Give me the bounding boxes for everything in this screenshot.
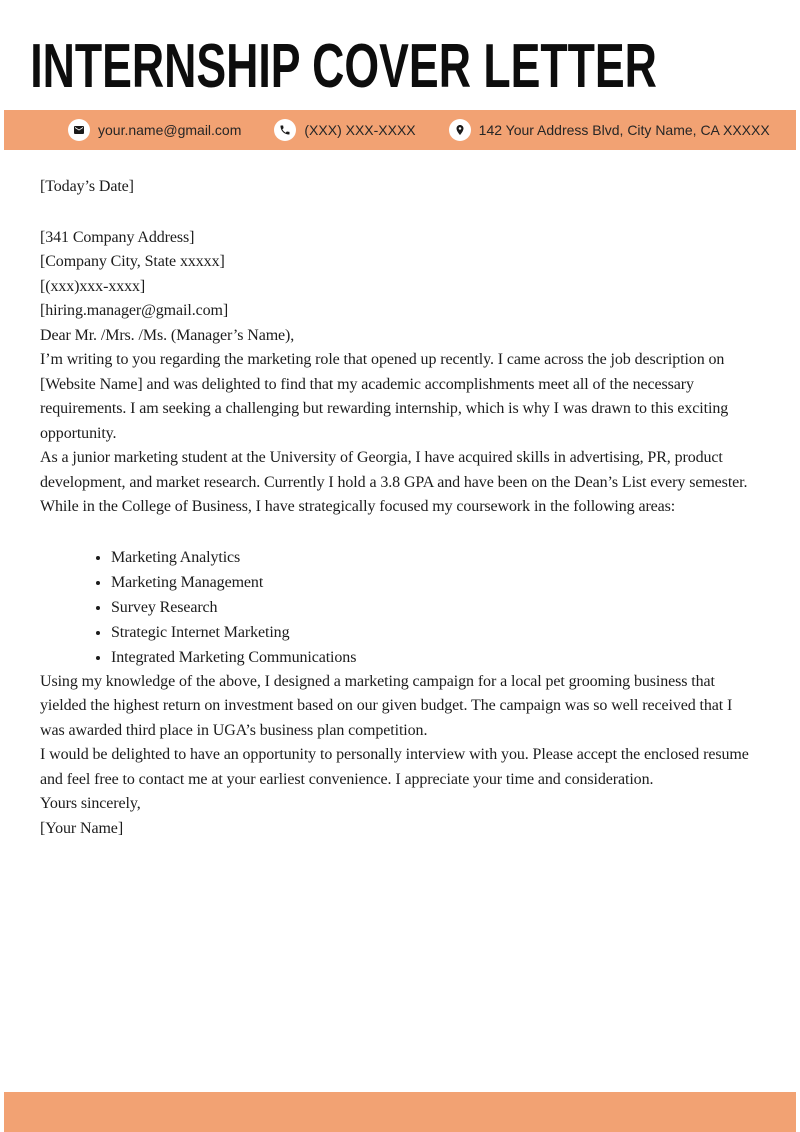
list-item: • Marketing Management xyxy=(111,570,758,595)
contact-item-email xyxy=(68,119,241,141)
recipient-line: [(xxx)xxx-xxxx] xyxy=(40,277,146,295)
contact-item-address xyxy=(449,119,770,141)
paragraph-call-to-action: I would be delighted to have an opportunity to personally interview with you. Please accept the enclosed resume and feel free to contact me at your earliest convenience. I appreciate your time and consideration. xyxy=(40,746,749,788)
contact-item-phone xyxy=(274,119,415,141)
signature-line: [Your Name] xyxy=(40,819,124,837)
contact-address-text: 142 Your Address Blvd, City Name, CA XXXXX xyxy=(478,122,770,138)
email-icon xyxy=(68,119,90,141)
closing-line: Yours sincerely, xyxy=(40,795,141,812)
letter-body xyxy=(0,150,800,841)
paragraph-achievement: Using my knowledge of the above, I designed a marketing campaign for a local pet grooming business that yielded the highest return on investment based on our given budget. The campaign was so well received that I was awarded third place in UGA’s business plan competition. xyxy=(40,672,733,739)
contact-phone-text: (XXX) XXX-XXXX xyxy=(304,122,416,138)
contact-email-text: your.name@gmail.com xyxy=(98,122,242,138)
date-line: [Today’s Date] xyxy=(40,178,134,195)
phone-icon xyxy=(274,119,296,141)
paragraph-intro: I’m writing to you regarding the marketing role that opened up recently. I came across the job description on [Website Name] and was delighted to find that my academic accomplishments meet all of the necessary requirements. I am seeking a challenging but rewarding internship, which is why I was drawn to this exciting opportunity. xyxy=(40,351,729,442)
location-icon xyxy=(449,119,471,141)
list-item: • Survey Research xyxy=(111,595,758,620)
footer-accent-bar xyxy=(4,1092,796,1132)
list-item: • Integrated Marketing Communications xyxy=(111,645,758,670)
list-item: • Strategic Internet Marketing xyxy=(111,620,758,645)
list-item: • Marketing Analytics xyxy=(111,545,758,570)
page-title: INTERNSHIP COVER LETTER xyxy=(30,32,657,101)
contact-bar xyxy=(4,110,796,150)
paragraph-background: As a junior marketing student at the University of Georgia, I have acquired skills in advertising, PR, product development, and market research. Currently I hold a 3.8 GPA and have been on the Dean’s List every semester. While in the College of Business, I have strategically focused my coursework in the following areas: xyxy=(40,449,748,515)
recipient-line: [Company City, State xxxxx] xyxy=(40,253,225,270)
salutation: Dear Mr. /Mrs. /Ms. (Manager’s Name), xyxy=(40,326,295,344)
coursework-list xyxy=(40,545,758,670)
recipient-line: [hiring.manager@gmail.com] xyxy=(40,302,229,319)
recipient-line: [341 Company Address] xyxy=(40,228,195,246)
recipient-block xyxy=(40,226,758,324)
